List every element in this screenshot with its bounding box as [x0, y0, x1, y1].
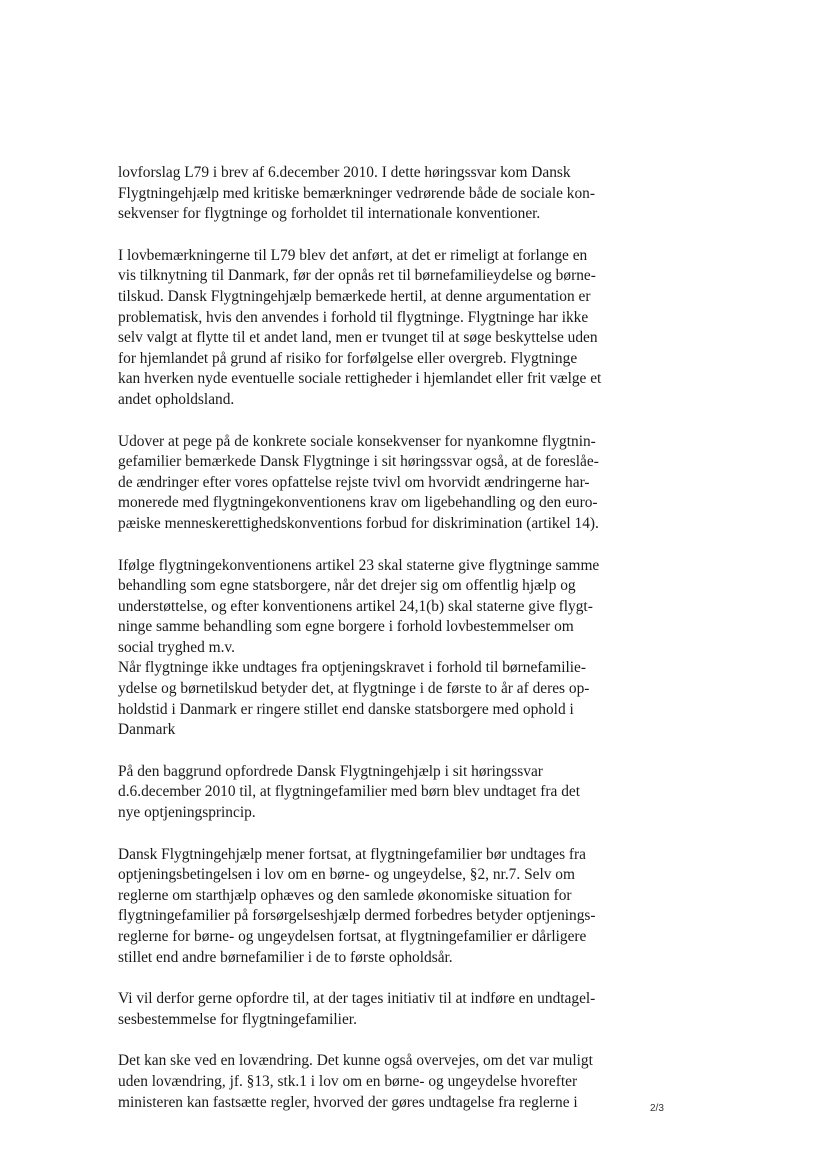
text-line: ydelse og børnetilskud betyder det, at flygtninge i de første to år af deres op-	[118, 680, 590, 698]
text-line: pæiske menneskerettighedskonventions forbud for diskrimination (artikel 14).	[118, 514, 599, 532]
text-line: Flygtningehjælp med kritiske bemærkninger vedrørende både de sociale kon-	[118, 184, 595, 202]
text-line: flygtningefamilier på forsørgelseshjælp dermed forbedres betyder optjenings-	[118, 907, 596, 925]
text-line: I lovbemærkningerne til L79 blev det anført, at det er rimeligt at forlange en	[118, 246, 588, 264]
text-line: behandling som egne statsborgere, når det drejer sig om offentlig hjælp og	[118, 577, 576, 595]
text-line: På den baggrund opfordrede Dansk Flygtningehjælp i sit høringssvar	[118, 762, 543, 780]
text-line: vis tilknytning til Danmark, før der opnås ret til børnefamilieydelse og børne-	[118, 267, 596, 285]
text-line: de ændringer efter vores opfattelse rejste tvivl om hvorvidt ændringerne har-	[118, 473, 590, 491]
paragraph	[118, 658, 658, 740]
text-line: lovforslag L79 i brev af 6.december 2010. I dette høringssvar kom Dansk	[118, 164, 571, 181]
text-line: Danmark	[118, 721, 176, 739]
paragraph	[118, 432, 658, 535]
page-number: 2/3	[650, 1103, 664, 1114]
text-line: Vi vil derfor gerne opfordre til, at der tages initiativ til at indføre en undtagel-	[118, 990, 596, 1008]
text-line: Udover at pege på de konkrete sociale konsekvenser for nyankomne flygtnin-	[118, 432, 596, 450]
text-line: sekvenser for flygtninge og forholdet til internationale konventioner.	[118, 205, 541, 223]
text-line: ninge samme behandling som egne borgere i forhold lovbestemmelser om	[118, 618, 574, 636]
paragraph	[118, 845, 658, 969]
text-line: Det kan ske ved en lovændring. Det kunne også overvejes, om det var muligt	[118, 1052, 593, 1070]
paragraph	[118, 163, 658, 225]
text-line: Når flygtninge ikke undtages fra optjeningskravet i forhold til børnefamilie-	[118, 659, 586, 677]
paragraph	[118, 762, 658, 824]
text-line: monerede med flygtningekonventionens krav om ligebehandling og den euro-	[118, 494, 598, 512]
paragraph	[118, 989, 658, 1030]
text-line: understøttelse, og efter konventionens artikel 24,1(b) skal staterne give flygt-	[118, 597, 593, 615]
text-line: d.6.december 2010 til, at flygtningefamilier med børn blev undtaget fra det	[118, 783, 580, 801]
text-line: optjeningsbetingelsen i lov om en børne- og ungeydelse, §2, nr.7. Selv om	[118, 866, 575, 884]
text-line: Ifølge flygtningekonventionens artikel 23 skal staterne give flygtninge samme	[118, 556, 600, 574]
text-line: stillet end andre børnefamilier i de to første opholdsår.	[118, 948, 453, 966]
text-line: nye optjeningsprincip.	[118, 804, 256, 822]
text-line: for hjemlandet på grund af risiko for forfølgelse eller overgreb. Flygtninge	[118, 349, 578, 367]
text-line: ministeren kan fastsætte regler, hvorved der gøres undtagelse fra reglerne i	[118, 1093, 578, 1111]
text-line: tilskud. Dansk Flygtningehjælp bemærkede hertil, at denne argumentation er	[118, 287, 591, 305]
text-line: social tryghed m.v.	[118, 638, 235, 656]
text-line: kan hverken nyde eventuelle sociale rettigheder i hjemlandet eller frit vælge et	[118, 370, 602, 388]
document-body	[118, 163, 658, 1134]
text-line: Dansk Flygtningehjælp mener fortsat, at flygtningefamilier bør undtages fra	[118, 845, 587, 863]
text-line: reglerne om starthjælp ophæves og den samlede økonomiske situation for	[118, 886, 572, 904]
paragraph	[118, 246, 658, 411]
paragraph	[118, 556, 658, 659]
text-line: selv valgt at flytte til et andet land, men er tvunget til at søge beskyttelse uden	[118, 329, 598, 347]
text-line: gefamilier bemærkede Dansk Flygtninge i sit høringssvar også, at de foreslåe-	[118, 453, 599, 471]
text-line: holdstid i Danmark er ringere stillet end danske statsborgere med ophold i	[118, 700, 574, 718]
text-line: andet opholdsland.	[118, 390, 235, 408]
text-line: uden lovændring, jf. §13, stk.1 i lov om en børne- og ungeydelse hvorefter	[118, 1072, 578, 1090]
text-line: reglerne for børne- og ungeydelsen fortsat, at flygtningefamilier er dårligere	[118, 928, 587, 945]
paragraph	[118, 1051, 658, 1113]
text-line: sesbestemmelse for flygtningefamilier.	[118, 1010, 357, 1028]
text-line: problematisk, hvis den anvendes i forhold til flygtninge. Flygtninge har ikke	[118, 308, 589, 326]
